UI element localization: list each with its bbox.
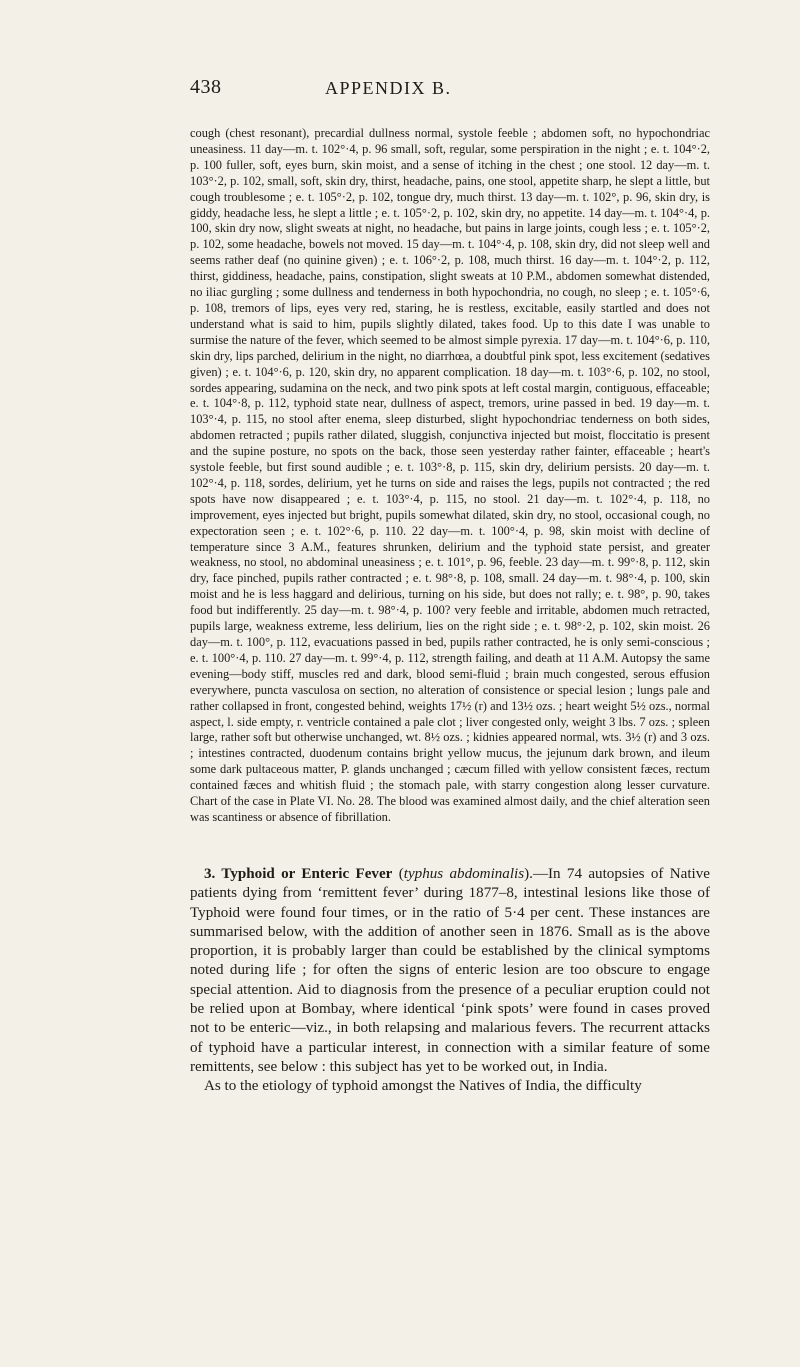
closing-paragraph (190, 1077, 710, 1096)
section-paragraph (190, 865, 710, 1077)
latin-close: ). (524, 866, 533, 882)
latin-term: typhus abdominalis (403, 866, 525, 882)
latin-open: ( (392, 866, 404, 882)
section-text: —In 74 autopsies of Native patients dying from ‘remittent fever’ during 1877–8, intestinal lesions like those of Typhoid were found four times, or in the ratio of 5·4 per cent. These instances are summarised below, with the addition of another seen in 1876. Small as is the above proportion, it is probably larger than could be established by the clinical symptoms noted during life ; for often the signs of enteric lesion are too obscure to engage special attention. Aid to diagnosis from the presence of a peculiar eruption could not be relied upon at Bombay, where identical ‘pink spots’ were found in cases proved not to be enteric—viz., in both relapsing and malarious fevers. The recurrent attacks of typhoid have a particular interest, in connection with a similar feature of some remittents, see below : this subject has yet to be worked out, in India. (190, 866, 710, 1075)
typhoid-section (190, 865, 710, 1097)
running-head: APPENDIX B. (325, 78, 452, 98)
page-number: 438 (190, 76, 222, 98)
section-heading: 3. Typhoid or Enteric Fever (204, 866, 393, 882)
case-notes-paragraph: cough (chest resonant), precardial dullness normal, systole feeble ; abdomen soft, no hypochondriac uneasiness. 11 day—m. t. 102°·4, p. 96 small, soft, regular, some perspiration in the night ; e. t. 104°·2, p. 100 fuller, soft, eyes burn, skin moist, and a sense of itching in the chest ; one stool. 12 day—m. t. 103°·2, p. 102, small, soft, skin dry, thirst, headache, pains, one stool, appetite sharp, he slept a little, but cough troublesome ; e. t. 105°·2, p. 102, tongue dry, much thirst. 13 day—m. t. 102°, p. 96, skin dry, is giddy, headache less, he slept a little ; e. t. 105°·2, p. 102, skin dry, no appetite. 14 day—m. t. 104°·4, p. 100, skin dry now, slight sweats at night, no headache, but pains in large joints, cough less ; e. t. 105°·2, p. 102, some headache, bowels not moved. 15 day—m. t. 104°·4, p. 108, skin dry, did not sleep well and seems rather deaf (no quinine given) ; e. t. 106°·2, p. 108, much thirst. 16 day—m. t. 104°·2, p. 112, thirst, giddiness, headache, pains, constipation, slight sweats at 10 P.M., abdomen somewhat distended, no iliac gurgling ; some dullness and tenderness in both hypochondria, no cough, no sleep ; e. t. 105°·6, p. 108, tremors of lips, eyes very red, staring, he is restless, excitable, easily startled and does not understand what is said to him, pupils slightly dilated, takes food. Up to this date I was unable to surmise the nature of the fever, which seemed to be almost simple pyrexia. 17 day—m. t. 104°·6, p. 110, skin dry, lips parched, delirium in the night, no diarrhœa, a doubtful pink spot, less excitement (sedatives given) ; e. t. 104°·6, p. 120, skin dry, no apparent complication. 18 day—m. t. 103°·6, p. 102, no stool, sordes appearing, sudamina on the neck, and two pink spots at left costal margin, contiguous, effaceable; e. t. 104°·8, p. 112, typhoid state near, dullness of aspect, tremors, urine passed in bed. 19 day—m. t. 103°·4, p. 115, no stool after enema, sleep disturbed, slight hypochondriac tenderness on both sides, abdomen retracted ; pupils rather dilated, sluggish, conjunctiva injected but moist, floccitatio is present and the supine posture, no spots on the back, those seen yesterday rather fainter, effaceable ; heart's systole feeble, but first sound audible ; e. t. 103°·8, p. 115, skin dry, delirium persists. 20 day—m. t. 102°·4, p. 118, sordes, delirium, yet he turns on side and raises the legs, pupils not contracted ; the red spots have now disappeared ; e. t. 103°·4, p. 115, no stool. 21 day—m. t. 102°·4, p. 118, no improvement, eyes injected but bright, pupils somewhat dilated, skin dry, no stool, occasional cough, no expectoration seen ; e. t. 102°·6, p. 110. 22 day—m. t. 100°·4, p. 98, skin moist with decline of temperature since 3 A.M., features shrunken, delirium and the typhoid state persist, and greater weakness, no stool, no abdominal uneasiness ; e. t. 101°, p. 96, feeble. 23 day—m. t. 99°·8, p. 112, skin dry, face pinched, pupils rather contracted ; e. t. 98°·8, p. 108, small. 24 day—m. t. 98°·4, p. 100, skin moist and he is less haggard and delirious, turning on his side, but does not rally; e. t. 98°, p. 90, takes food but indifferently. 25 day—m. t. 98°·4, p. 100? very feeble and irritable, abdomen much retracted, pupils large, weakness extreme, less delirium, lies on the right side ; e. t. 98°·2, p. 102, skin moist. 26 day—m. t. 100°, p. 112, evacuations passed in bed, pupils rather contracted, he is only semi-conscious ; e. t. 100°·4, p. 110. 27 day—m. t. 99°·4, p. 112, strength failing, and death at 11 A.M. Autopsy the same evening—body stiff, muscles red and dark, blood semi-fluid ; brain much congested, serous effusion everywhere, puncta vasculosa on section, no alteration of consistence or special lesion ; lungs pale and rather collapsed in front, congested behind, weights 17½ (r) and 13½ ozs. ; heart weight 5½ ozs., normal aspect, l. side empty, r. ventricle contained a pale clot ; liver congested only, weight 3 lbs. 7 ozs. ; spleen large, rather soft but otherwise unchanged, wt. 8½ ozs. ; kidnies appeared normal, wts. 3½ (r) and 3 ozs. ; intestines contracted, duodenum contains bright yellow mucus, the jejunum dark brown, and ileum some dark pultaceous matter, P. glands unchanged ; cæcum filled with yellow consistent fæces, rectum contained fæces and whitish fluid ; the stomach pale, with starry congestion along lesser curvature. Chart of the case in Plate VI. No. 28. The blood was examined almost daily, and the chief alteration seen was scantiness or absence of fibrillation. (190, 126, 710, 824)
closing-line: As to the etiology of typhoid amongst the Natives of India, the difficulty (204, 1078, 642, 1095)
page-header (190, 76, 710, 104)
